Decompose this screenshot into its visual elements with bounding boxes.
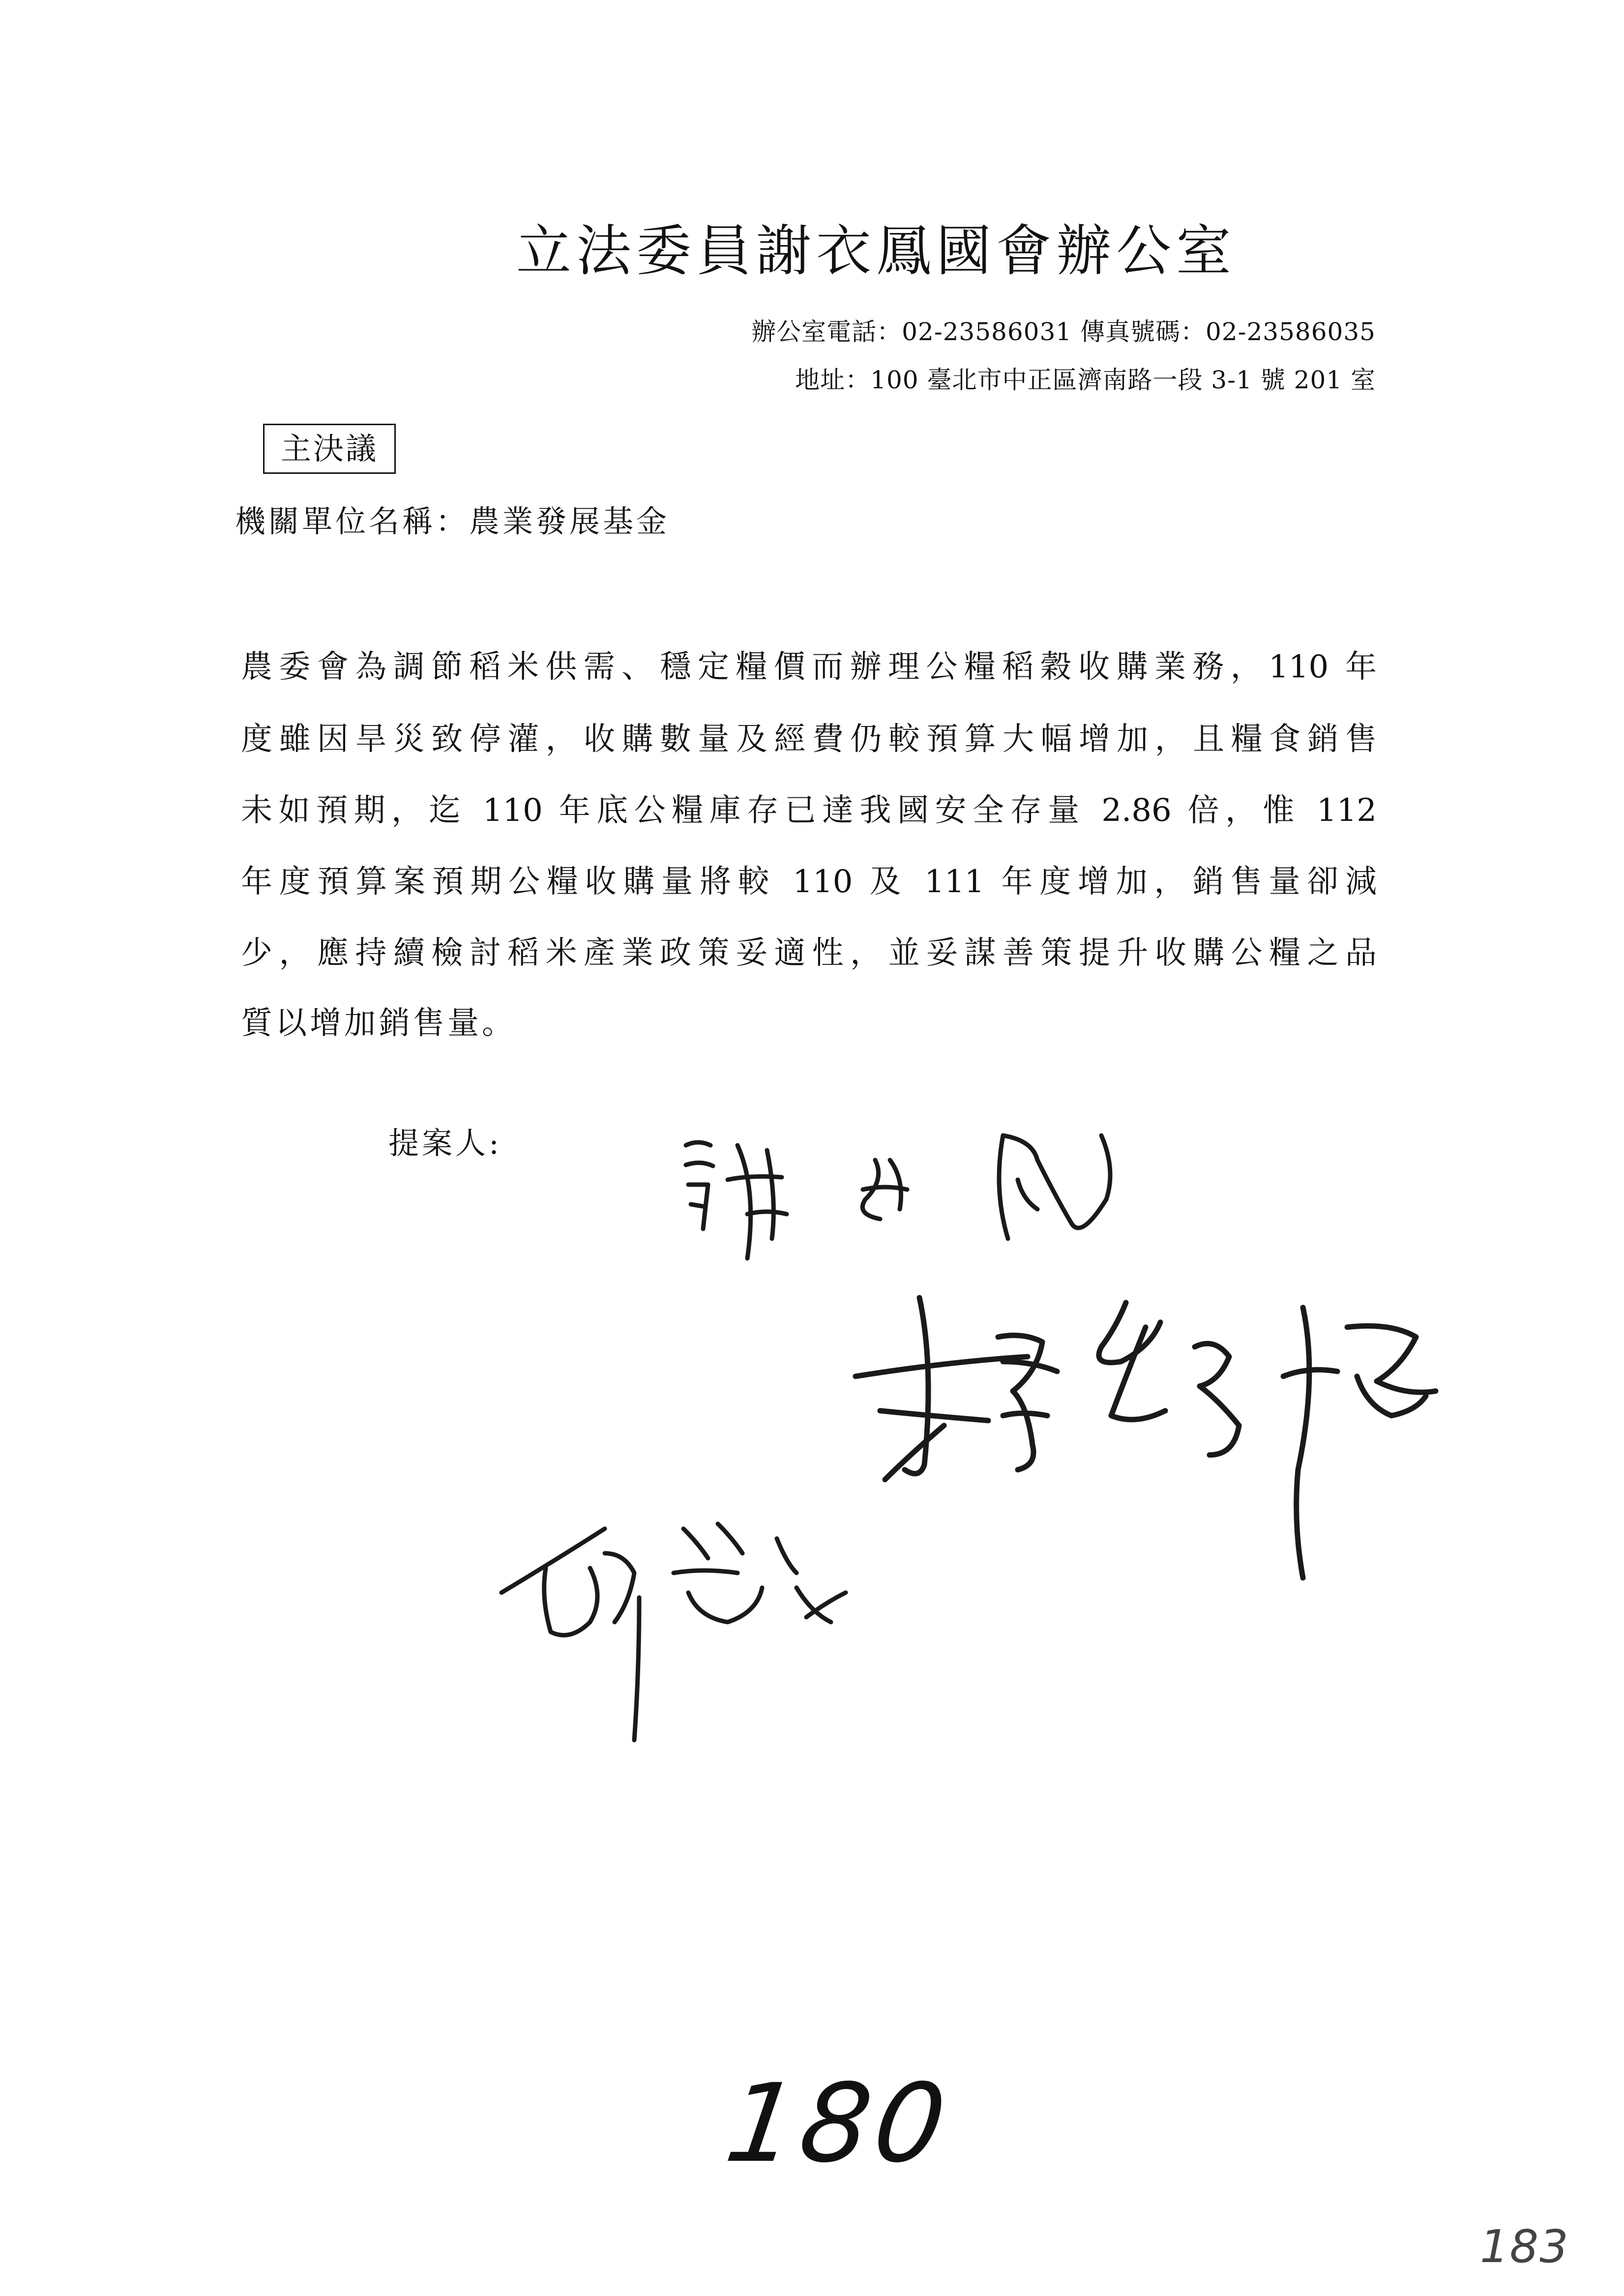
signature-3-icon (502, 1524, 846, 1740)
office-title: 立法委員謝衣鳳國會辦公室 (516, 219, 1236, 283)
office-address: 地址：100 臺北市中正區濟南路一段 3-1 號 201 室 (795, 366, 1376, 394)
body-line: 度雖因旱災致停灌，收購數量及經費仍較預算大幅增加，且糧食銷售 (241, 721, 1377, 757)
signature-2-icon (856, 1298, 1436, 1578)
agency-name: 機關單位名稱：農業發展基金 (235, 503, 670, 539)
body-line: 農委會為調節稻米供需、穩定糧價而辦理公糧稻穀收購業務，110 年 (241, 649, 1377, 685)
body-line: 未如預期，迄 110 年底公糧庫存已達我國安全存量 2.86 倍，惟 112 (241, 792, 1377, 829)
signature-1-icon (686, 1135, 1110, 1258)
corner-page-number: 183 (1480, 2220, 1569, 2273)
resolution-type-box: 主決議 (263, 424, 396, 474)
proposer-label: 提案人: (388, 1125, 502, 1161)
body-line: 質以增加銷售量。 (241, 1005, 516, 1042)
handwritten-page-number: 180 (719, 2061, 958, 2186)
office-phone-fax: 辦公室電話：02-23586031 傳真號碼：02-23586035 (751, 318, 1376, 346)
body-line: 年度預算案預期公糧收購量將較 110 及 111 年度增加，銷售量卻減 (241, 864, 1377, 900)
body-line: 少，應持續檢討稻米產業政策妥適性，並妥謀善策提升收購公糧之品 (241, 935, 1377, 971)
